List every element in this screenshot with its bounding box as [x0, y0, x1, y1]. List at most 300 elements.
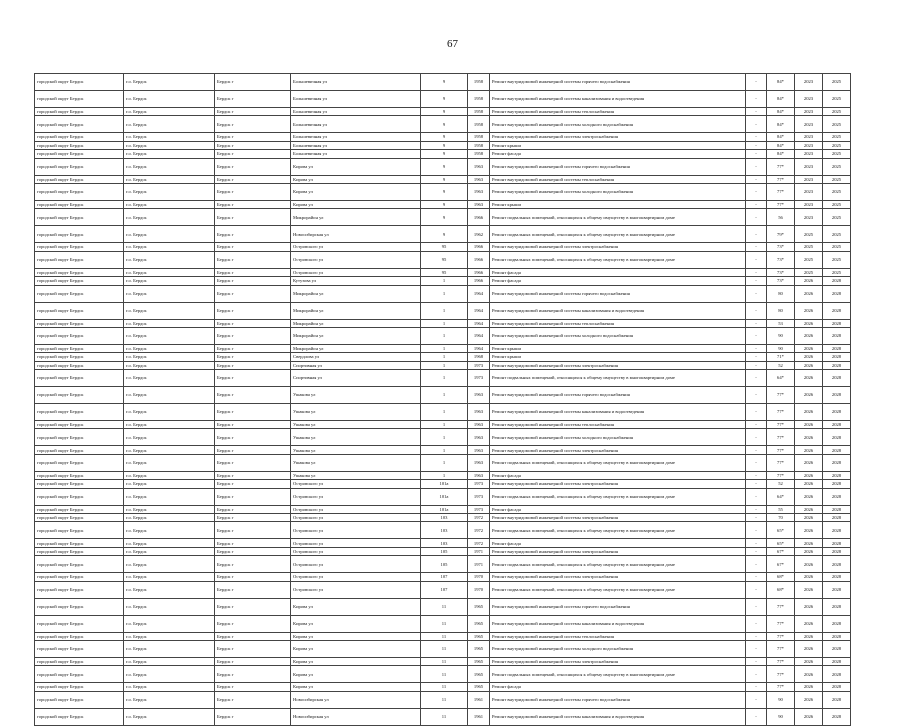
work-type-cell: Ремонт подвальных помещений, относящихся к общему имуществу в многоквартирном доме — [490, 522, 746, 539]
house-cell: 9 — [421, 141, 468, 149]
house-cell: 1 — [421, 353, 468, 361]
dash-cell: - — [746, 302, 767, 319]
year-cell: 1973 — [468, 480, 490, 488]
house-cell: 9 — [421, 91, 468, 108]
start-year-cell: 2026 — [795, 353, 823, 361]
municipality-cell: городской округ Бердск — [35, 539, 124, 547]
dash-cell: - — [746, 277, 767, 285]
district-cell: г.о. Бердск — [124, 226, 215, 243]
street-cell: Островского ул — [291, 581, 421, 598]
year-cell: 1958 — [468, 108, 490, 116]
wear-cell: 77* — [767, 200, 795, 208]
city-cell: Бердск г — [215, 226, 291, 243]
house-cell: 1 — [421, 361, 468, 369]
year-cell: 1964 — [468, 285, 490, 302]
house-cell: 1 — [421, 387, 468, 404]
work-type-cell: Ремонт фасада — [490, 471, 746, 479]
house-cell: 95 — [421, 243, 468, 251]
district-cell: г.о. Бердск — [124, 505, 215, 513]
city-cell: Бердск г — [215, 243, 291, 251]
city-cell: Бердск г — [215, 150, 291, 158]
city-cell: Бердск г — [215, 268, 291, 276]
district-cell: г.о. Бердск — [124, 243, 215, 251]
house-cell: 9 — [421, 209, 468, 226]
street-cell: Ушакова ул — [291, 454, 421, 471]
end-year-cell: 2028 — [823, 370, 851, 387]
end-year-cell: 2028 — [823, 302, 851, 319]
street-cell: Ушакова ул — [291, 404, 421, 421]
district-cell: г.о. Бердск — [124, 150, 215, 158]
year-cell: 1973 — [468, 361, 490, 369]
table-row — [35, 480, 851, 488]
end-year-cell: 2025 — [823, 91, 851, 108]
street-cell: Свердлова ул — [291, 353, 421, 361]
wear-cell: 77* — [767, 158, 795, 175]
district-cell: г.о. Бердск — [124, 640, 215, 657]
district-cell: г.о. Бердск — [124, 615, 215, 632]
start-year-cell: 2026 — [795, 344, 823, 352]
dash-cell: - — [746, 547, 767, 555]
year-cell: 1958 — [468, 91, 490, 108]
table-row — [35, 666, 851, 683]
street-cell: Большевичная ул — [291, 108, 421, 116]
municipality-cell: городской округ Бердск — [35, 226, 124, 243]
end-year-cell: 2025 — [823, 150, 851, 158]
dash-cell: - — [746, 91, 767, 108]
end-year-cell: 2025 — [823, 200, 851, 208]
table-row — [35, 514, 851, 522]
wear-cell: 77* — [767, 175, 795, 183]
end-year-cell: 2028 — [823, 573, 851, 581]
municipality-cell: городской округ Бердск — [35, 285, 124, 302]
street-cell: Кирова ул — [291, 598, 421, 615]
street-cell: Большевичная ул — [291, 133, 421, 141]
work-type-cell: Ремонт фасада — [490, 150, 746, 158]
wear-cell: 67* — [767, 547, 795, 555]
start-year-cell: 2025 — [795, 268, 823, 276]
house-cell: 11 — [421, 708, 468, 725]
end-year-cell: 2028 — [823, 598, 851, 615]
dash-cell: - — [746, 387, 767, 404]
street-cell: Островского ул — [291, 556, 421, 573]
dash-cell: - — [746, 150, 767, 158]
municipality-cell: городской округ Бердск — [35, 74, 124, 91]
dash-cell: - — [746, 243, 767, 251]
district-cell: г.о. Бердск — [124, 116, 215, 133]
city-cell: Бердск г — [215, 404, 291, 421]
year-cell: 1965 — [468, 683, 490, 691]
dash-cell: - — [746, 471, 767, 479]
house-cell: 11 — [421, 598, 468, 615]
year-cell: 1965 — [468, 666, 490, 683]
house-cell: 9 — [421, 200, 468, 208]
end-year-cell: 2025 — [823, 268, 851, 276]
work-type-cell: Ремонт внутридомовой инженерной системы холодного водоснабжения — [490, 116, 746, 133]
city-cell: Бердск г — [215, 251, 291, 268]
wear-cell: 84* — [767, 141, 795, 149]
wear-cell: 84* — [767, 133, 795, 141]
end-year-cell: 2028 — [823, 421, 851, 429]
dash-cell: - — [746, 319, 767, 327]
table-row — [35, 539, 851, 547]
wear-cell: 80 — [767, 302, 795, 319]
municipality-cell: городской округ Бердск — [35, 683, 124, 691]
table-row — [35, 547, 851, 555]
municipality-cell: городской округ Бердск — [35, 480, 124, 488]
start-year-cell: 2026 — [795, 683, 823, 691]
wear-cell: 64* — [767, 488, 795, 505]
wear-cell: 77* — [767, 404, 795, 421]
street-cell: Ушакова ул — [291, 446, 421, 454]
city-cell: Бердск г — [215, 91, 291, 108]
district-cell: г.о. Бердск — [124, 404, 215, 421]
street-cell: Островского ул — [291, 480, 421, 488]
house-cell: 101а — [421, 505, 468, 513]
start-year-cell: 2026 — [795, 285, 823, 302]
city-cell: Бердск г — [215, 556, 291, 573]
street-cell: Островского ул — [291, 547, 421, 555]
dash-cell: - — [746, 429, 767, 446]
work-type-cell: Ремонт внутридомовой инженерной системы горячего водоснабжения — [490, 691, 746, 708]
wear-cell: 77* — [767, 666, 795, 683]
street-cell: Большевичная ул — [291, 116, 421, 133]
municipality-cell: городской округ Бердск — [35, 158, 124, 175]
district-cell: г.о. Бердск — [124, 277, 215, 285]
dash-cell: - — [746, 573, 767, 581]
dash-cell: - — [746, 454, 767, 471]
wear-cell: 65* — [767, 522, 795, 539]
table-row — [35, 404, 851, 421]
street-cell: Кирова ул — [291, 640, 421, 657]
municipality-cell: городской округ Бердск — [35, 319, 124, 327]
table-row — [35, 632, 851, 640]
start-year-cell: 2026 — [795, 691, 823, 708]
dash-cell: - — [746, 108, 767, 116]
work-type-cell: Ремонт фасада — [490, 539, 746, 547]
dash-cell: - — [746, 691, 767, 708]
street-cell: Кирова ул — [291, 632, 421, 640]
district-cell: г.о. Бердск — [124, 158, 215, 175]
start-year-cell: 2023 — [795, 158, 823, 175]
district-cell: г.о. Бердск — [124, 285, 215, 302]
dash-cell: - — [746, 657, 767, 665]
year-cell: 1966 — [468, 268, 490, 276]
table-row — [35, 471, 851, 479]
street-cell: Большевичная ул — [291, 74, 421, 91]
end-year-cell: 2028 — [823, 387, 851, 404]
wear-cell: 77* — [767, 632, 795, 640]
dash-cell: - — [746, 158, 767, 175]
wear-cell: 52 — [767, 480, 795, 488]
year-cell: 1964 — [468, 327, 490, 344]
house-cell: 1 — [421, 471, 468, 479]
city-cell: Бердск г — [215, 581, 291, 598]
district-cell: г.о. Бердск — [124, 657, 215, 665]
municipality-cell: городской округ Бердск — [35, 404, 124, 421]
dash-cell: - — [746, 683, 767, 691]
table-row — [35, 175, 851, 183]
end-year-cell: 2025 — [823, 175, 851, 183]
house-cell: 105 — [421, 556, 468, 573]
district-cell: г.о. Бердск — [124, 573, 215, 581]
city-cell: Бердск г — [215, 514, 291, 522]
year-cell: 1964 — [468, 344, 490, 352]
district-cell: г.о. Бердск — [124, 514, 215, 522]
street-cell: Микрорайон ул — [291, 209, 421, 226]
wear-cell: 77* — [767, 598, 795, 615]
start-year-cell: 2026 — [795, 657, 823, 665]
start-year-cell: 2026 — [795, 302, 823, 319]
municipality-cell: городской округ Бердск — [35, 556, 124, 573]
city-cell: Бердск г — [215, 108, 291, 116]
wear-cell: 77* — [767, 387, 795, 404]
street-cell: Микрорайон ул — [291, 319, 421, 327]
end-year-cell: 2025 — [823, 251, 851, 268]
year-cell: 1962 — [468, 226, 490, 243]
year-cell: 1964 — [468, 302, 490, 319]
start-year-cell: 2023 — [795, 116, 823, 133]
wear-cell: 77* — [767, 683, 795, 691]
municipality-cell: городской округ Бердск — [35, 615, 124, 632]
work-type-cell: Ремонт внутридомовой инженерной системы горячего водоснабжения — [490, 74, 746, 91]
street-cell: Кирова ул — [291, 683, 421, 691]
city-cell: Бердск г — [215, 361, 291, 369]
city-cell: Бердск г — [215, 683, 291, 691]
street-cell: Кирова ул — [291, 175, 421, 183]
street-cell: Островского ул — [291, 573, 421, 581]
start-year-cell: 2026 — [795, 505, 823, 513]
street-cell: Большевичная ул — [291, 150, 421, 158]
municipality-cell: городской округ Бердск — [35, 277, 124, 285]
start-year-cell: 2023 — [795, 74, 823, 91]
district-cell: г.о. Бердск — [124, 708, 215, 725]
work-type-cell: Ремонт внутридомовой инженерной системы электроснабжения — [490, 243, 746, 251]
work-type-cell: Ремонт внутридомовой инженерной системы электроснабжения — [490, 657, 746, 665]
city-cell: Бердск г — [215, 480, 291, 488]
end-year-cell: 2025 — [823, 158, 851, 175]
dash-cell: - — [746, 353, 767, 361]
dash-cell: - — [746, 285, 767, 302]
start-year-cell: 2025 — [795, 226, 823, 243]
municipality-cell: городской округ Бердск — [35, 421, 124, 429]
end-year-cell: 2028 — [823, 319, 851, 327]
wear-cell: 56 — [767, 209, 795, 226]
wear-cell: 77* — [767, 183, 795, 200]
year-cell: 1964 — [468, 319, 490, 327]
district-cell: г.о. Бердск — [124, 421, 215, 429]
district-cell: г.о. Бердск — [124, 133, 215, 141]
street-cell: Кирова ул — [291, 200, 421, 208]
year-cell: 1971 — [468, 556, 490, 573]
wear-cell: 64* — [767, 370, 795, 387]
wear-cell: 67* — [767, 556, 795, 573]
district-cell: г.о. Бердск — [124, 539, 215, 547]
house-cell: 11 — [421, 632, 468, 640]
dash-cell: - — [746, 640, 767, 657]
municipality-cell: городской округ Бердск — [35, 251, 124, 268]
wear-cell: 73* — [767, 251, 795, 268]
start-year-cell: 2026 — [795, 370, 823, 387]
municipality-cell: городской округ Бердск — [35, 581, 124, 598]
end-year-cell: 2028 — [823, 454, 851, 471]
work-type-cell: Ремонт фасада — [490, 505, 746, 513]
city-cell: Бердск г — [215, 327, 291, 344]
start-year-cell: 2026 — [795, 404, 823, 421]
work-type-cell: Ремонт внутридомовой инженерной системы канализования и водоотведения — [490, 302, 746, 319]
year-cell: 1970 — [468, 573, 490, 581]
work-type-cell: Ремонт внутридомовой инженерной системы канализования и водоотведения — [490, 91, 746, 108]
start-year-cell: 2026 — [795, 319, 823, 327]
street-cell: Кирова ул — [291, 666, 421, 683]
work-type-cell: Ремонт подвальных помещений, относящихся к общему имуществу в многоквартирном доме — [490, 454, 746, 471]
district-cell: г.о. Бердск — [124, 683, 215, 691]
year-cell: 1963 — [468, 471, 490, 479]
municipality-cell: городской округ Бердск — [35, 243, 124, 251]
house-cell: 1 — [421, 285, 468, 302]
dash-cell: - — [746, 598, 767, 615]
year-cell: 1966 — [468, 277, 490, 285]
wear-cell: 70 — [767, 514, 795, 522]
city-cell: Бердск г — [215, 471, 291, 479]
start-year-cell: 2023 — [795, 175, 823, 183]
wear-cell: 77* — [767, 421, 795, 429]
start-year-cell: 2023 — [795, 108, 823, 116]
start-year-cell: 2026 — [795, 598, 823, 615]
start-year-cell: 2026 — [795, 556, 823, 573]
end-year-cell: 2028 — [823, 632, 851, 640]
start-year-cell: 2023 — [795, 209, 823, 226]
district-cell: г.о. Бердск — [124, 556, 215, 573]
year-cell: 1965 — [468, 632, 490, 640]
table-row — [35, 581, 851, 598]
year-cell: 1963 — [468, 454, 490, 471]
end-year-cell: 2028 — [823, 344, 851, 352]
municipality-cell: городской округ Бердск — [35, 183, 124, 200]
table-row — [35, 708, 851, 725]
house-cell: 9 — [421, 175, 468, 183]
district-cell: г.о. Бердск — [124, 387, 215, 404]
table-row — [35, 277, 851, 285]
district-cell: г.о. Бердск — [124, 370, 215, 387]
table-row — [35, 243, 851, 251]
municipality-cell: городской округ Бердск — [35, 547, 124, 555]
municipality-cell: городской округ Бердск — [35, 573, 124, 581]
street-cell: Островского ул — [291, 251, 421, 268]
start-year-cell: 2026 — [795, 514, 823, 522]
start-year-cell: 2026 — [795, 480, 823, 488]
city-cell: Бердск г — [215, 209, 291, 226]
table-row — [35, 74, 851, 91]
wear-cell: 90 — [767, 691, 795, 708]
house-cell: 1 — [421, 327, 468, 344]
dash-cell: - — [746, 200, 767, 208]
city-cell: Бердск г — [215, 454, 291, 471]
dash-cell: - — [746, 344, 767, 352]
house-cell: 101а — [421, 480, 468, 488]
repair-schedule-table — [34, 73, 851, 726]
district-cell: г.о. Бердск — [124, 691, 215, 708]
wear-cell: 90 — [767, 344, 795, 352]
wear-cell: 77* — [767, 454, 795, 471]
house-cell: 1 — [421, 344, 468, 352]
start-year-cell: 2026 — [795, 429, 823, 446]
district-cell: г.о. Бердск — [124, 251, 215, 268]
district-cell: г.о. Бердск — [124, 480, 215, 488]
city-cell: Бердск г — [215, 344, 291, 352]
municipality-cell: городской округ Бердск — [35, 446, 124, 454]
street-cell: Большевичная ул — [291, 91, 421, 108]
work-type-cell: Ремонт внутридомовой инженерной системы холодного водоснабжения — [490, 640, 746, 657]
city-cell: Бердск г — [215, 573, 291, 581]
wear-cell: 77* — [767, 429, 795, 446]
start-year-cell: 2026 — [795, 454, 823, 471]
end-year-cell: 2028 — [823, 361, 851, 369]
house-cell: 11 — [421, 640, 468, 657]
start-year-cell: 2026 — [795, 708, 823, 725]
page-number: 67 — [447, 38, 458, 50]
start-year-cell: 2023 — [795, 133, 823, 141]
table-row — [35, 370, 851, 387]
table-row — [35, 268, 851, 276]
dash-cell: - — [746, 556, 767, 573]
district-cell: г.о. Бердск — [124, 344, 215, 352]
city-cell: Бердск г — [215, 353, 291, 361]
district-cell: г.о. Бердск — [124, 598, 215, 615]
municipality-cell: городской округ Бердск — [35, 108, 124, 116]
wear-cell: 77* — [767, 446, 795, 454]
city-cell: Бердск г — [215, 522, 291, 539]
end-year-cell: 2028 — [823, 666, 851, 683]
work-type-cell: Ремонт внутридомовой инженерной системы теплоснабжения — [490, 632, 746, 640]
municipality-cell: городской округ Бердск — [35, 708, 124, 725]
municipality-cell: городской округ Бердск — [35, 598, 124, 615]
city-cell: Бердск г — [215, 666, 291, 683]
district-cell: г.о. Бердск — [124, 361, 215, 369]
wear-cell: 53 — [767, 319, 795, 327]
street-cell: Микрорайон ул — [291, 344, 421, 352]
work-type-cell: Ремонт подвальных помещений, относящихся к общему имуществу в многоквартирном доме — [490, 209, 746, 226]
year-cell: 1973 — [468, 505, 490, 513]
municipality-cell: городской округ Бердск — [35, 387, 124, 404]
work-type-cell: Ремонт крыши — [490, 141, 746, 149]
street-cell: Кирова ул — [291, 657, 421, 665]
start-year-cell: 2026 — [795, 640, 823, 657]
wear-cell: 52 — [767, 361, 795, 369]
table-row — [35, 488, 851, 505]
work-type-cell: Ремонт подвальных помещений, относящихся к общему имуществу в многоквартирном доме — [490, 370, 746, 387]
start-year-cell: 2026 — [795, 277, 823, 285]
wear-cell: 84* — [767, 74, 795, 91]
wear-cell: 79* — [767, 226, 795, 243]
wear-cell: 90 — [767, 708, 795, 725]
house-cell: 11 — [421, 691, 468, 708]
work-type-cell: Ремонт подвальных помещений, относящихся к общему имуществу в многоквартирном доме — [490, 226, 746, 243]
street-cell: Островского ул — [291, 505, 421, 513]
district-cell: г.о. Бердск — [124, 108, 215, 116]
dash-cell: - — [746, 666, 767, 683]
end-year-cell: 2028 — [823, 615, 851, 632]
year-cell: 1958 — [468, 74, 490, 91]
year-cell: 1963 — [468, 387, 490, 404]
house-cell: 9 — [421, 226, 468, 243]
year-cell: 1961 — [468, 708, 490, 725]
year-cell: 1973 — [468, 488, 490, 505]
start-year-cell: 2025 — [795, 243, 823, 251]
table-row — [35, 200, 851, 208]
house-cell: 1 — [421, 421, 468, 429]
table-row — [35, 344, 851, 352]
year-cell: 1972 — [468, 522, 490, 539]
